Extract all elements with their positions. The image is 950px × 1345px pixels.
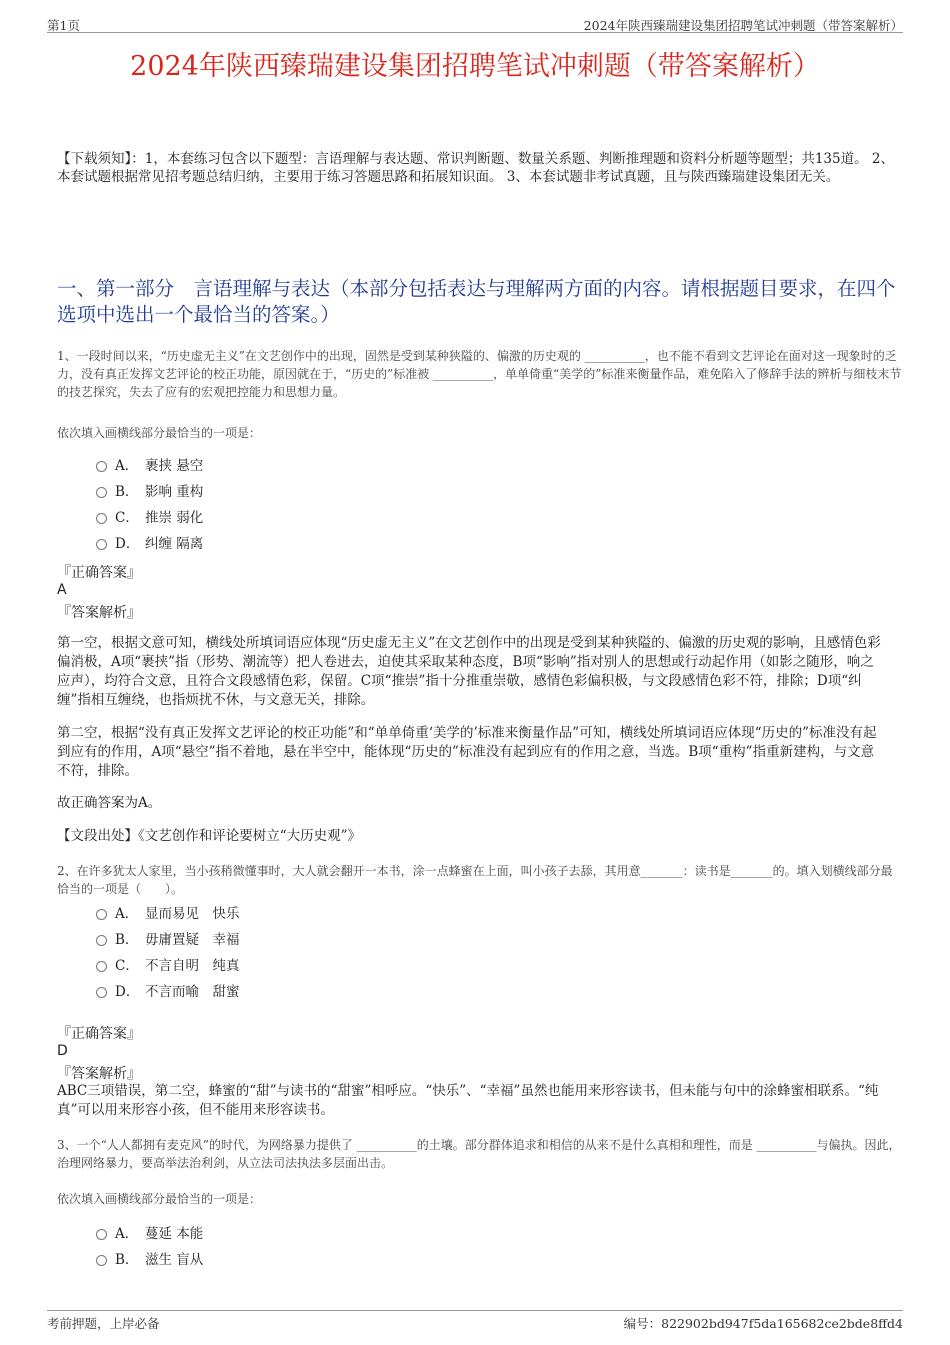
q2-correct-label: 『正确答案』 <box>57 1026 141 1042</box>
q2-option-b[interactable] <box>96 930 240 950</box>
q3-option-b[interactable] <box>96 1250 203 1270</box>
question-1-prompt: 依次填入画横线部分最恰当的一项是： <box>57 426 262 440</box>
option-text: 纠缠 隔离 <box>145 536 204 552</box>
radio-icon[interactable] <box>96 461 107 472</box>
radio-icon[interactable] <box>96 1255 107 1266</box>
q1-analysis-label: 『答案解析』 <box>57 605 141 621</box>
option-text: 滋生 盲从 <box>145 1252 204 1268</box>
radio-icon[interactable] <box>96 935 107 946</box>
section-title: 一、第一部分 言语理解与表达（本部分包括表达与理解两方面的内容。请根据题目要求，在四个选项中选出一个最恰当的答案。） <box>57 277 896 326</box>
question-3-stem: 3、一个“人人都拥有麦克风”的时代，为网络暴力提供了 __________的土壤。部分群体追求和相信的从来不是什么真相和理性，而是 __________与偏执。因此，治理网络暴力，要高举法治利剑，从立法司法执法多层面出击。 <box>57 1138 901 1170</box>
q2-option-c[interactable] <box>96 956 240 976</box>
option-text: 影响 重构 <box>145 484 204 500</box>
radio-icon[interactable] <box>96 987 107 998</box>
option-text: 不言而喻 甜蜜 <box>145 984 240 1000</box>
q2-option-a[interactable] <box>96 904 240 924</box>
option-letter: B． <box>115 1252 139 1268</box>
header-doc-title: 2024年陕西臻瑞建设集团招聘笔试冲刺题（带答案解析） <box>583 18 903 33</box>
q2-analysis: ABC三项错误，第二空，蜂蜜的“甜”与读书的“甜蜜”相呼应。“快乐”、“幸福”虽然也能用来形容读书，但未能与句中的涂蜂蜜相联系。“纯真”可以用来形容小孩，但不能用来形容读书。 <box>57 1083 879 1118</box>
q3-option-a[interactable] <box>96 1224 203 1244</box>
option-text: 显而易见 快乐 <box>145 906 240 922</box>
option-letter: C． <box>115 958 139 974</box>
option-letter: B． <box>115 932 139 948</box>
option-text: 毋庸置疑 幸福 <box>145 932 240 948</box>
footer-slogan: 考前押题，上岸必备 <box>47 1316 160 1331</box>
q2-analysis-label: 『答案解析』 <box>57 1066 141 1082</box>
option-letter: A． <box>115 906 139 922</box>
page-header <box>47 14 903 33</box>
q1-answer: A <box>57 582 67 598</box>
option-letter: D． <box>115 984 140 1000</box>
q1-option-c[interactable] <box>96 508 203 528</box>
radio-icon[interactable] <box>96 961 107 972</box>
option-text: 不言自明 纯真 <box>145 958 240 974</box>
question-3-prompt: 依次填入画横线部分最恰当的一项是： <box>57 1192 262 1206</box>
footer-doc-id: 编号：822902bd947f5da165682ce2bde8ffd4 <box>623 1316 903 1331</box>
question-1-stem: 1、一段时间以来，“历史虚无主义”在文艺创作中的出现，固然是受到某种狭隘的、偏激的历史观的 __________，也不能不看到文艺评论在面对这一现象时的乏力，没有真正发挥文艺评论的校正功能，原因就在于，“历史的”标准被 __________，单单倚重“美学的”标准来衡量作品，难免陷入了修辞手法的辨析与细枝末节的技艺探究，失去了应有的宏观把控能力和思想力量。 <box>57 349 902 399</box>
option-letter: C． <box>115 510 139 526</box>
q1-analysis-paragraph-1: 第一空，根据文意可知，横线处所填词语应体现“历史虚无主义”在文艺创作中的出现是受到某种狭隘的、偏激的历史观的影响，且感情色彩偏消极，A项“裹挟”指（形势、潮流等）把人卷进去，迫使其采取某种态度，B项“影响”指对别人的思想或行动起作用（如影之随形，响之应声），均符合文意，且符合文段感情色彩，保留。C项“推崇”指十分推重崇敬，感情色彩偏积极，与文段感情色彩不符，排除；D项“纠缠”指相互缠绕，也指烦扰不休，与文意无关，排除。 <box>57 635 881 708</box>
download-notice: 【下载须知】：1，本套练习包含以下题型：言语理解与表达题、常识判断题、数量关系题、判断推理题和资料分析题等题型；共135道。 2、本套试题根据常见招考题总结归纳，主要用于练习答题思路和拓展知识面。 3、本套试题非考试真题，且与陕西臻瑞建设集团无关。 <box>57 151 894 185</box>
radio-icon[interactable] <box>96 539 107 550</box>
option-letter: A． <box>115 1226 139 1242</box>
q1-option-a[interactable] <box>96 456 203 476</box>
option-text: 推崇 弱化 <box>145 510 204 526</box>
footer-divider <box>47 1310 903 1311</box>
q1-source: 【文段出处】《文艺创作和评论要树立“大历史观”》 <box>57 828 362 844</box>
page-title: 2024年陕西臻瑞建设集团招聘笔试冲刺题（带答案解析） <box>130 51 820 82</box>
radio-icon[interactable] <box>96 909 107 920</box>
option-letter: B． <box>115 484 139 500</box>
q1-option-b[interactable] <box>96 482 203 502</box>
option-letter: A． <box>115 458 139 474</box>
option-letter: D． <box>115 536 140 552</box>
radio-icon[interactable] <box>96 1229 107 1240</box>
option-text: 蔓延 本能 <box>145 1226 204 1242</box>
q1-option-d[interactable] <box>96 534 203 554</box>
q2-answer: D <box>57 1043 68 1059</box>
q1-analysis-paragraph-2: 第二空，根据“没有真正发挥文艺评论的校正功能”和“单单倚重‘美学的’标准来衡量作品”可知，横线处所填词语应体现“历史的”标准没有起到应有的作用，A项“悬空”指不着地，悬在半空中，能体现“历史的”标准没有起到应有的作用之意，当选。B项“重构”指重新建构，与文意不符，排除。 <box>57 725 877 779</box>
q2-option-d[interactable] <box>96 982 240 1002</box>
q1-analysis-paragraph-3: 故正确答案为A。 <box>57 795 162 811</box>
radio-icon[interactable] <box>96 487 107 498</box>
option-text: 裹挟 悬空 <box>145 458 204 474</box>
question-2-stem: 2、在许多犹太人家里，当小孩稍微懂事时，大人就会翻开一本书，涂一点蜂蜜在上面，叫小孩子去舔，其用意_______：读书是_______的。填入划横线部分最恰当的一项是（ ）。 <box>57 864 893 896</box>
page-number: 第1页 <box>47 18 80 33</box>
q1-correct-label: 『正确答案』 <box>57 565 141 581</box>
radio-icon[interactable] <box>96 513 107 524</box>
